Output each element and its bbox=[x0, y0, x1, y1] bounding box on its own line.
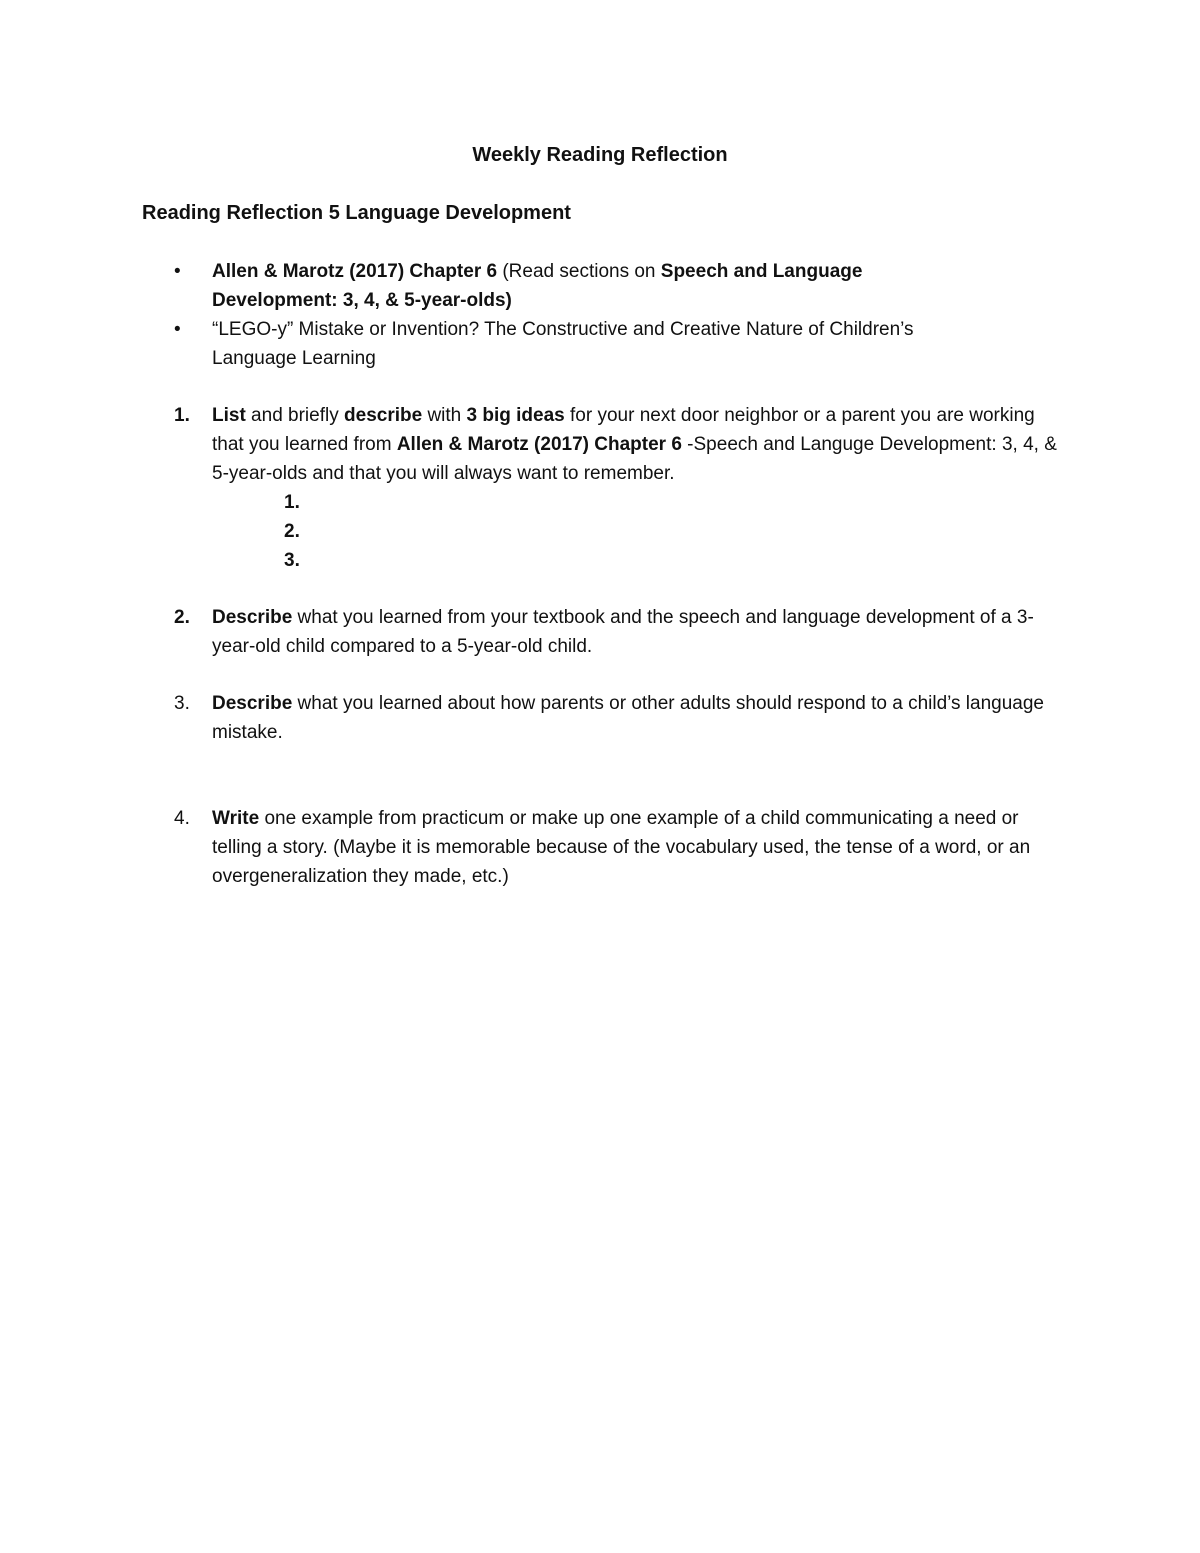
question-item bbox=[142, 804, 1062, 891]
reading-article-title: “LEGO-y” Mistake or Invention? The Constructive and Creative Nature of Children’s bbox=[212, 319, 914, 340]
question-number: 2. bbox=[174, 607, 190, 628]
question-text-part: for your next door neighbor or a parent you are working that you learned from bbox=[212, 405, 1035, 455]
reading-instruction: (Read sections on bbox=[497, 261, 661, 282]
answer-item-2: 2. bbox=[284, 521, 300, 542]
question-item bbox=[142, 603, 1062, 661]
question-item bbox=[142, 689, 1062, 747]
question-keyword: Write bbox=[212, 808, 260, 829]
answer-item-3: 3. bbox=[284, 550, 300, 571]
question-keyword: Allen & Marotz (2017) Chapter 6 bbox=[396, 434, 682, 455]
question-text-part: with bbox=[422, 405, 467, 426]
question-keyword: 3 big ideas bbox=[466, 405, 565, 426]
question-text bbox=[212, 401, 1062, 488]
answer-item-1: 1. bbox=[284, 492, 300, 513]
question-text-part: one example from practicum or make up one example of a child communicating a need or telling a story. (Maybe it is memorable because of the vocabulary used, the tense of a word, or an overgeneralization they made, etc.) bbox=[212, 808, 1031, 887]
reading-section-title: Speech and Language bbox=[660, 261, 863, 282]
question-text-part: what you learned from your textbook and the speech and language development of a 3-year-old child compared to a 5-year-old child. bbox=[212, 607, 1034, 657]
question-1 bbox=[142, 401, 1062, 575]
answer-list bbox=[284, 488, 1062, 575]
question-text bbox=[212, 689, 1062, 747]
reading-list-item bbox=[142, 257, 1042, 315]
reading-list-item-text bbox=[212, 257, 1042, 286]
question-number: 3. bbox=[174, 693, 190, 714]
question-keyword: Describe bbox=[212, 607, 293, 628]
document-title: Weekly Reading Reflection bbox=[472, 144, 728, 166]
reading-section-title-cont: Development: 3, 4, & 5-year-olds) bbox=[212, 290, 512, 311]
document-subtitle: Reading Reflection 5 Language Development bbox=[142, 202, 571, 224]
reading-list bbox=[142, 257, 1042, 373]
reading-source-title: Allen & Marotz (2017) Chapter 6 bbox=[212, 261, 498, 282]
question-keyword: describe bbox=[344, 405, 423, 426]
question-keyword: List bbox=[212, 405, 246, 426]
question-text-part: what you learned about how parents or other adults should respond to a child’s language mistake. bbox=[212, 693, 1044, 743]
question-number: 1. bbox=[174, 405, 190, 426]
reading-list-item bbox=[142, 315, 1042, 373]
reading-article-title-cont: Language Learning bbox=[212, 348, 376, 369]
question-2 bbox=[142, 603, 1062, 661]
question-keyword: Describe bbox=[212, 693, 293, 714]
question-number: 4. bbox=[174, 808, 190, 829]
question-text bbox=[212, 804, 1062, 891]
question-text-part: and briefly bbox=[245, 405, 345, 426]
question-text-part: -Speech and Languge Development: 3, 4, & 5-year-olds and that you will always want to remember. bbox=[212, 434, 1057, 484]
bullet-icon: • bbox=[174, 319, 181, 340]
question-item bbox=[142, 401, 1062, 575]
question-3 bbox=[142, 689, 1062, 747]
question-text bbox=[212, 603, 1062, 661]
question-4 bbox=[142, 804, 1062, 891]
bullet-icon: • bbox=[174, 261, 181, 282]
